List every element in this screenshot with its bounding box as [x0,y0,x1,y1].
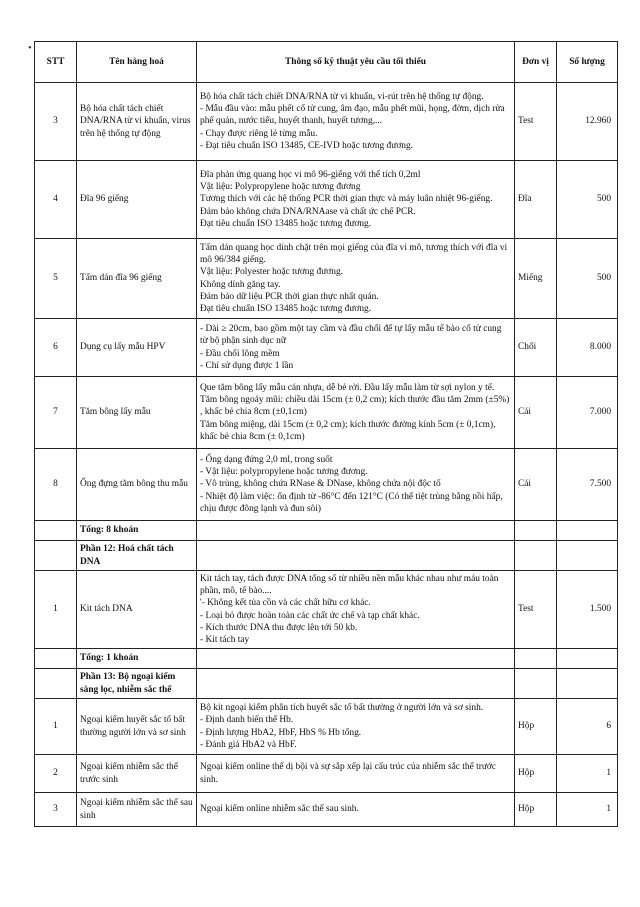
unit-cell: Cái [515,377,557,449]
spec-cell [197,377,515,449]
spec-cell [197,319,515,377]
spec-line: - Đạt tiêu chuẩn ISO 13485, CE-IVD hoặc tương đương. [200,140,414,151]
table-row [35,793,618,827]
unit-cell: Hộp [515,699,557,755]
table-row [35,755,618,793]
section-title: Phần 13: Bộ ngoại kiểm sàng lọc, nhiễm sắc thể [77,669,197,699]
empty-cell [35,541,77,571]
spec-line: - Nhiệt độ làm việc: ổn định từ -86°C đến 121°C (Có thể tiệt trùng bằng nồi hấp, chịu được đông lạnh và đun sôi) [200,491,503,514]
qty-cell: 6 [557,699,618,755]
table-header-row [35,42,618,83]
qty-cell: 12.960 [557,83,618,161]
empty-cell [557,541,618,571]
empty-cell [197,669,515,699]
unit-cell: Hộp [515,755,557,793]
qty-cell: 500 [557,239,618,319]
empty-cell [515,649,557,669]
section-row [35,669,618,699]
spec-line: Đĩa phản ứng quang học vi mô 96-giếng với thể tích 0,2ml [200,170,421,181]
name-cell: Ngoại kiểm nhiễm sắc thể trước sinh [77,755,197,793]
empty-cell [557,669,618,699]
qty-cell: 8.000 [557,319,618,377]
stt-cell: 7 [35,377,77,449]
stt-cell: 2 [35,755,77,793]
spec-line: - Kích thước DNA thu được lên tới 50 kb. [200,622,358,633]
table-row [35,571,618,649]
spec-line: - Định danh biến thể Hb. [200,715,294,726]
table-row [35,319,618,377]
header-unit: Đơn vị [515,42,557,83]
stt-cell: 3 [35,83,77,161]
spec-line: '- Không kết tủa cồn và các chất hữu cơ khác. [200,598,371,609]
name-cell: Ngoại kiểm huyết sắc tố bất thường người lớn và sơ sinh [77,699,197,755]
unit-cell: Cái [515,449,557,521]
qty-cell: 500 [557,161,618,239]
name-cell: Ống đựng tăm bông thu mẫu [77,449,197,521]
spec-cell [197,571,515,649]
table-row [35,239,618,319]
empty-cell [35,649,77,669]
unit-cell: Test [515,83,557,161]
table-row [35,377,618,449]
spec-line: - Chạy được riêng lẻ từng mẫu. [200,128,318,139]
spec-cell [197,449,515,521]
spec-line: Đạt tiêu chuẩn ISO 13485 hoặc tương đương. [200,218,372,229]
spec-cell [197,83,515,161]
empty-cell [515,669,557,699]
spec-line: Tăm bông ngoáy mũi: chiều dài 15cm (± 0,2 cm); kích thước đầu tăm 2mm (±5%) , khấc bẻ chia 8cm (±0,1cm) [200,395,510,418]
section-row [35,541,618,571]
name-cell: Bộ hóa chất tách chiết DNA/RNA từ vi khuẩn, virus trên hệ thống tự động [77,83,197,161]
spec-cell [197,239,515,319]
spec-line: Bộ kit ngoại kiểm phân tích huyết sắc tố bất thường ở người lớn và sơ sinh. [200,703,484,714]
spec-cell [197,699,515,755]
qty-cell: 7.000 [557,377,618,449]
spec-line: Vật liệu: Polypropylene hoặc tương đương [200,182,361,193]
spec-line: Kit tách tay, tách được DNA tổng số từ nhiều nền mẫu khác nhau như máu toàn phần, mô, tế bào.... [200,574,499,597]
qty-cell: 1 [557,755,618,793]
stt-cell: 1 [35,699,77,755]
spec-line: Không dính găng tay. [200,279,281,290]
name-cell: Đĩa 96 giếng [77,161,197,239]
empty-cell [35,521,77,541]
section-title: Phần 12: Hoá chất tách DNA [77,541,197,571]
total-label: Tổng: 8 khoản [77,521,197,541]
header-name: Tên hàng hoá [77,42,197,83]
empty-cell [515,521,557,541]
table-row [35,161,618,239]
spec-line: - Kit tách tay [200,634,250,645]
table-row [35,449,618,521]
spec-line: Đảm bảo không chứa DNA/RNAase và chất ức chế PCR. [200,206,416,217]
spec-cell [197,161,515,239]
empty-cell [197,649,515,669]
spec-line: Bộ hóa chất tách chiết DNA/RNA từ vi khuẩn, vi-rút trên hệ thống tự động. [200,92,484,103]
spec-line: - Ống dạng đứng 2,0 ml, trong suốt [200,455,333,466]
stt-cell: 4 [35,161,77,239]
qty-cell: 1 [557,793,618,827]
spec-line: - Định lượng HbA2, HbF, HbS % Hb tổng. [200,727,362,738]
unit-cell: Test [515,571,557,649]
empty-cell [197,521,515,541]
specification-table [34,41,618,827]
header-stt: STT [35,42,77,83]
spec-line: - Vật liệu: polypropylene hoặc tương đương. [200,467,368,478]
spec-line: Ngoại kiểm online nhiễm sắc thể sau sinh. [200,804,359,815]
spec-line: Ngoại kiểm online thể dị bội và sự sắp xếp lại cấu trúc của nhiễm sắc thể trước sinh. [200,762,497,785]
empty-cell [197,541,515,571]
stt-cell: 5 [35,239,77,319]
header-qty: Số lượng [557,42,618,83]
spec-line: - Chỉ sử dụng được 1 lần [200,360,294,371]
spec-line: Vật liệu: Polyester hoặc tương đương. [200,267,343,278]
spec-line: - Loại bỏ được hoàn toàn các chất ức chế và tạp chất khác. [200,610,420,621]
scan-mark: • [28,42,32,54]
stt-cell: 6 [35,319,77,377]
unit-cell: Chổi [515,319,557,377]
stt-cell: 8 [35,449,77,521]
spec-line: Đạt tiêu chuẩn ISO 13485 hoặc tương đương. [200,303,372,314]
spec-line: - Đầu chổi lông mềm [200,348,280,359]
table-row [35,699,618,755]
spec-line: Tăm bông miệng, dài 15cm (± 0,2 cm); kích thước đường kính 5cm (± 0,1cm), khấc bẻ chia 8cm (± 0,1cm) [200,419,496,442]
spec-line: - Đánh giá HbA2 và HbF. [200,739,297,750]
total-row [35,521,618,541]
qty-cell: 7.500 [557,449,618,521]
name-cell: Dụng cụ lấy mẫu HPV [77,319,197,377]
spec-cell [197,755,515,793]
spec-line: - Dài ≥ 20cm, bao gồm một tay cầm và đầu chổi để tự lấy mẫu tế bào cổ tử cung từ bộ phận sinh dục nữ [200,324,502,347]
total-row [35,649,618,669]
spec-line: Que tăm bông lấy mẫu cán nhựa, dễ bẻ rời. Đầu lấy mẫu làm từ sợi nylon y tế. [200,383,495,394]
empty-cell [557,649,618,669]
spec-line: Đảm bảo dữ liệu PCR thời gian thực nhất quán. [200,291,379,302]
unit-cell: Miếng [515,239,557,319]
spec-line: - Vô trùng, không chứa RNase & DNase, không chứa nội độc tố [200,479,441,490]
total-label: Tổng: 1 khoản [77,649,197,669]
unit-cell: Đĩa [515,161,557,239]
spec-cell [197,793,515,827]
name-cell: Ngoại kiểm nhiễm sắc thể sau sinh [77,793,197,827]
unit-cell: Hộp [515,793,557,827]
spec-line: - Mẫu đầu vào: mẫu phết cổ tử cung, âm đạo, mẫu phết mũi, họng, đờm, dịch rửa phế quản, nước tiểu, huyết thanh, huyết tương,... [200,104,505,127]
spec-line: Tương thích với các hệ thống PCR thời gian thực và máy luân nhiệt 96-giếng. [200,194,493,205]
empty-cell [35,669,77,699]
table-row [35,83,618,161]
spec-line: Tấm dán quang học dính chặt trên mọi giếng của đĩa vi mô, tương thích với đĩa vi mô 96/384 giếng. [200,243,508,266]
name-cell: Tăm bông lấy mẫu [77,377,197,449]
stt-cell: 1 [35,571,77,649]
empty-cell [557,521,618,541]
stt-cell: 3 [35,793,77,827]
header-spec: Thông số kỹ thuật yêu cầu tối thiểu [197,42,515,83]
qty-cell: 1.500 [557,571,618,649]
empty-cell [515,541,557,571]
name-cell: Kit tách DNA [77,571,197,649]
name-cell: Tấm dán đĩa 96 giếng [77,239,197,319]
